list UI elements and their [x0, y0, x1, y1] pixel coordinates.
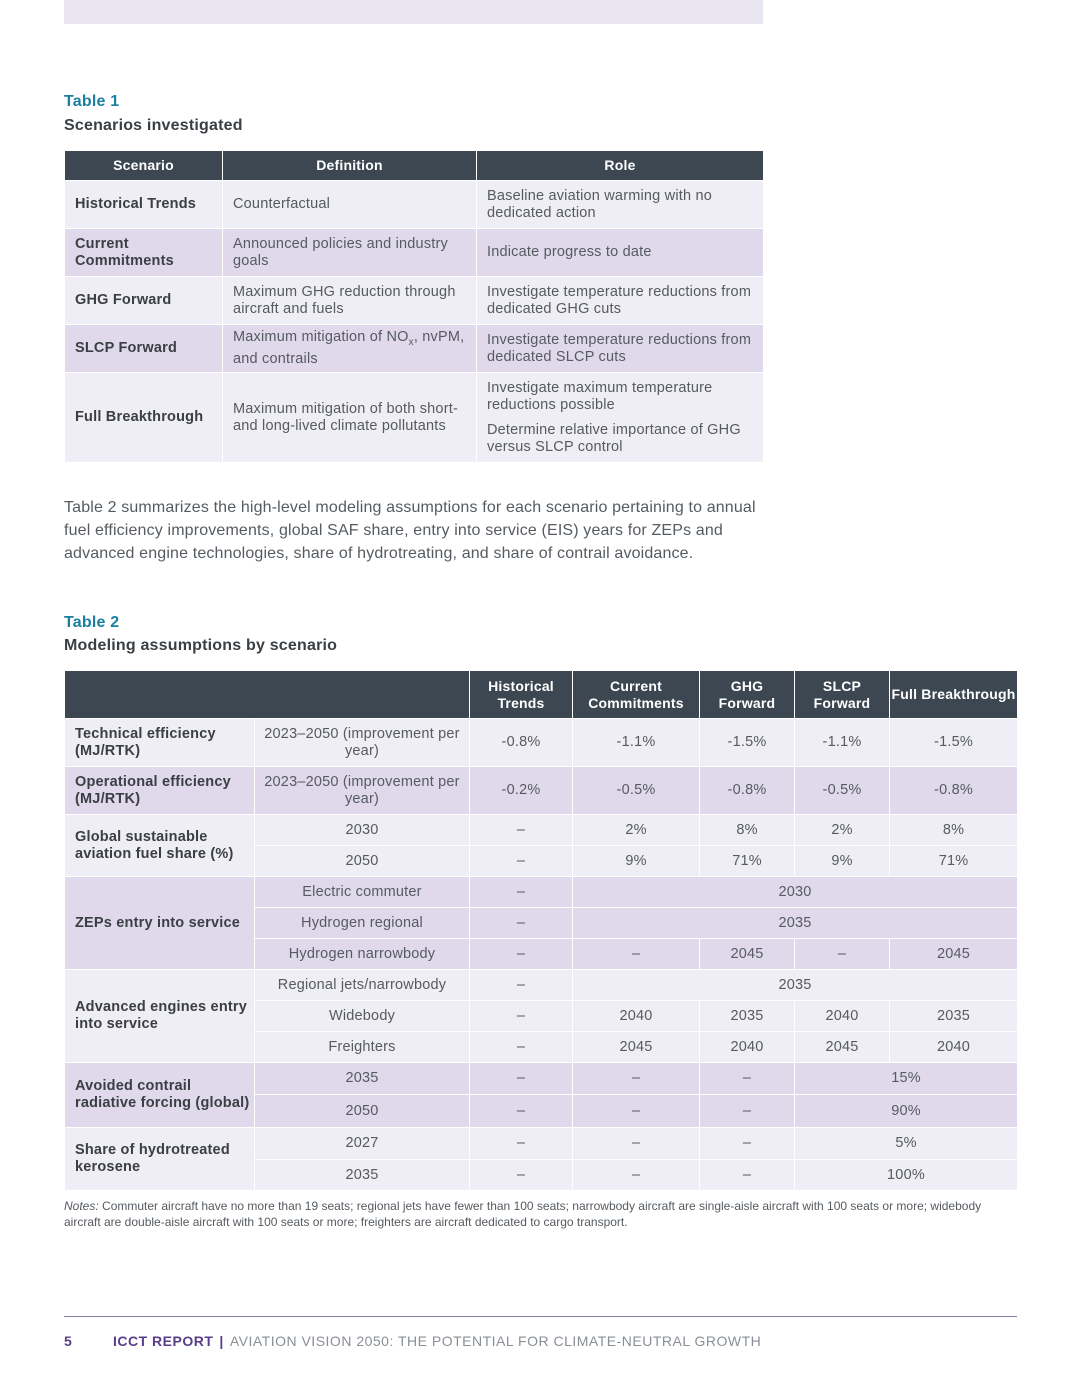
scenario-definition: Counterfactual: [223, 181, 477, 229]
cell: –: [470, 1063, 573, 1095]
cell: –: [573, 1063, 700, 1095]
cell: 2040: [700, 1032, 795, 1063]
cell: -0.8%: [470, 719, 573, 767]
role-line: Determine relative importance of GHG versus SLCP control: [487, 421, 741, 455]
table-row: [65, 277, 764, 325]
cell: –: [700, 1063, 795, 1095]
cell: –: [470, 1128, 573, 1160]
definition-text: , nvPM, and contrails: [233, 329, 465, 367]
table-row: [65, 719, 1018, 767]
subscript-x: x: [408, 336, 414, 348]
cell: –: [795, 939, 890, 970]
row-label: Avoided contrail radiative forcing (global): [65, 1063, 255, 1128]
body-paragraph: Table 2 summarizes the high-level modeling assumptions for each scenario pertaining to annual fuel efficiency improvements, global SAF share, entry into service (EIS) years for ZEPs and advanced engine technologies, share of hydrotreating, and share of contrail avoidance.: [64, 499, 756, 562]
cell: 2%: [795, 815, 890, 846]
row-sublabel: 2050: [255, 1095, 470, 1128]
scenario-role: [477, 373, 764, 463]
cell: 2040: [573, 1001, 700, 1032]
header-current: Current Commitments: [573, 671, 700, 719]
cell: 2045: [700, 939, 795, 970]
scenario-definition: Announced policies and industry goals: [223, 229, 477, 277]
definition-text: Maximum mitigation of NO: [233, 329, 409, 346]
header-role: Role: [477, 151, 764, 181]
header-full: Full Breakthrough: [890, 671, 1018, 719]
cell: –: [470, 1001, 573, 1032]
cell: 9%: [795, 846, 890, 877]
cell: –: [470, 1095, 573, 1128]
cell: -1.5%: [890, 719, 1018, 767]
cell: –: [470, 908, 573, 939]
page-footer: [64, 1333, 761, 1349]
cell: –: [470, 846, 573, 877]
table2-label: Table 2: [64, 614, 120, 631]
table-row: [65, 1063, 1018, 1095]
cell: –: [470, 877, 573, 908]
cell: –: [470, 970, 573, 1001]
row-sublabel: Electric commuter: [255, 877, 470, 908]
header-ghg: GHG Forward: [700, 671, 795, 719]
cell: 8%: [700, 815, 795, 846]
scenario-role: Baseline aviation warming with no dedicated action: [477, 181, 764, 229]
cell: –: [573, 939, 700, 970]
row-sublabel: 2023–2050 (improvement per year): [255, 767, 470, 815]
cell-span: 15%: [795, 1063, 1018, 1095]
header-scenario: Scenario: [65, 151, 223, 181]
footer-separator: |: [219, 1333, 224, 1349]
table-row: [65, 373, 764, 463]
header-blank: [65, 671, 470, 719]
cell: –: [470, 939, 573, 970]
cell: 2040: [795, 1001, 890, 1032]
cell: –: [700, 1128, 795, 1160]
scenario-role: Investigate temperature reductions from dedicated SLCP cuts: [477, 325, 764, 373]
cell: 2045: [573, 1032, 700, 1063]
cell: -0.8%: [700, 767, 795, 815]
report-name: ICCT REPORT: [113, 1333, 214, 1349]
cell: -1.1%: [795, 719, 890, 767]
cell: 2%: [573, 815, 700, 846]
cell: –: [573, 1160, 700, 1191]
cell: -1.1%: [573, 719, 700, 767]
cell-span: 100%: [795, 1160, 1018, 1191]
cell: 2040: [890, 1032, 1018, 1063]
row-label: Global sustainable aviation fuel share (%): [65, 815, 255, 877]
table1-title: Scenarios investigated: [64, 117, 243, 134]
row-sublabel: 2035: [255, 1063, 470, 1095]
scenario-definition: Maximum mitigation of both short- and long-lived climate pollutants: [223, 373, 477, 463]
table-row: [65, 767, 1018, 815]
cell: 9%: [573, 846, 700, 877]
table2-title: Modeling assumptions by scenario: [64, 637, 338, 654]
row-sublabel: 2027: [255, 1128, 470, 1160]
cell: –: [470, 815, 573, 846]
cell: 2035: [890, 1001, 1018, 1032]
scenario-name: Historical Trends: [65, 181, 223, 229]
cell: -0.2%: [470, 767, 573, 815]
top-shaded-bar: [64, 0, 763, 24]
cell: –: [700, 1160, 795, 1191]
scenario-role: Investigate temperature reductions from dedicated GHG cuts: [477, 277, 764, 325]
table-row: [65, 325, 764, 373]
assumptions-table: [64, 670, 1018, 1191]
header-historical: Historical Trends: [470, 671, 573, 719]
table-row: [65, 877, 1018, 908]
cell: -0.5%: [573, 767, 700, 815]
row-sublabel: Regional jets/narrowbody: [255, 970, 470, 1001]
cell: -0.5%: [795, 767, 890, 815]
table-notes: [64, 1198, 1017, 1230]
cell: –: [470, 1032, 573, 1063]
table-row: [65, 229, 764, 277]
cell: 71%: [890, 846, 1018, 877]
notes-text: Commuter aircraft have no more than 19 seats; regional jets have fewer than 100 seats; narrowbody aircraft are single-aisle aircraft with 100 seats or more; widebody aircraft are double-aisle aircraft with 100 seats or more; freighters are aircraft dedicated to cargo transport.: [64, 1199, 982, 1229]
cell: 2045: [890, 939, 1018, 970]
scenario-name: Current Commitments: [65, 229, 223, 277]
row-sublabel: Hydrogen narrowbody: [255, 939, 470, 970]
row-sublabel: Freighters: [255, 1032, 470, 1063]
cell: –: [573, 1095, 700, 1128]
scenario-definition: [223, 325, 477, 373]
row-sublabel: 2035: [255, 1160, 470, 1191]
row-sublabel: 2050: [255, 846, 470, 877]
cell: 2035: [700, 1001, 795, 1032]
table-row: [65, 1128, 1018, 1160]
row-label: ZEPs entry into service: [65, 877, 255, 970]
cell: 8%: [890, 815, 1018, 846]
cell: -1.5%: [700, 719, 795, 767]
cell-span: 2030: [573, 877, 1018, 908]
row-label: Share of hydrotreated kerosene: [65, 1128, 255, 1191]
cell-span: 5%: [795, 1128, 1018, 1160]
scenario-definition: Maximum GHG reduction through aircraft and fuels: [223, 277, 477, 325]
row-sublabel: Widebody: [255, 1001, 470, 1032]
scenarios-table: [64, 150, 764, 463]
row-sublabel: Hydrogen regional: [255, 908, 470, 939]
notes-label: Notes:: [64, 1199, 99, 1213]
scenario-name: SLCP Forward: [65, 325, 223, 373]
cell: -0.8%: [890, 767, 1018, 815]
header-slcp: SLCP Forward: [795, 671, 890, 719]
scenario-name: GHG Forward: [65, 277, 223, 325]
row-sublabel: 2030: [255, 815, 470, 846]
scenario-role: Indicate progress to date: [477, 229, 764, 277]
cell: –: [470, 1160, 573, 1191]
role-line: Investigate maximum temperature reductions possible: [487, 379, 713, 413]
cell-span: 2035: [573, 908, 1018, 939]
report-title: AVIATION VISION 2050: THE POTENTIAL FOR CLIMATE-NEUTRAL GROWTH: [229, 1333, 762, 1349]
table-row: [65, 815, 1018, 846]
cell: –: [700, 1095, 795, 1128]
row-sublabel: 2023–2050 (improvement per year): [255, 719, 470, 767]
page-number: 5: [64, 1333, 73, 1349]
row-label: Operational efficiency (MJ/RTK): [65, 767, 255, 815]
cell-span: 2035: [573, 970, 1018, 1001]
footer-divider: [64, 1316, 1017, 1317]
cell: 71%: [700, 846, 795, 877]
cell-span: 90%: [795, 1095, 1018, 1128]
header-definition: Definition: [223, 151, 477, 181]
row-label: Advanced engines entry into service: [65, 970, 255, 1063]
table-row: [65, 970, 1018, 1001]
row-label: Technical efficiency (MJ/RTK): [65, 719, 255, 767]
cell: –: [573, 1128, 700, 1160]
table-row: [65, 181, 764, 229]
cell: 2045: [795, 1032, 890, 1063]
scenario-name: Full Breakthrough: [65, 373, 223, 463]
table1-label: Table 1: [64, 93, 120, 110]
